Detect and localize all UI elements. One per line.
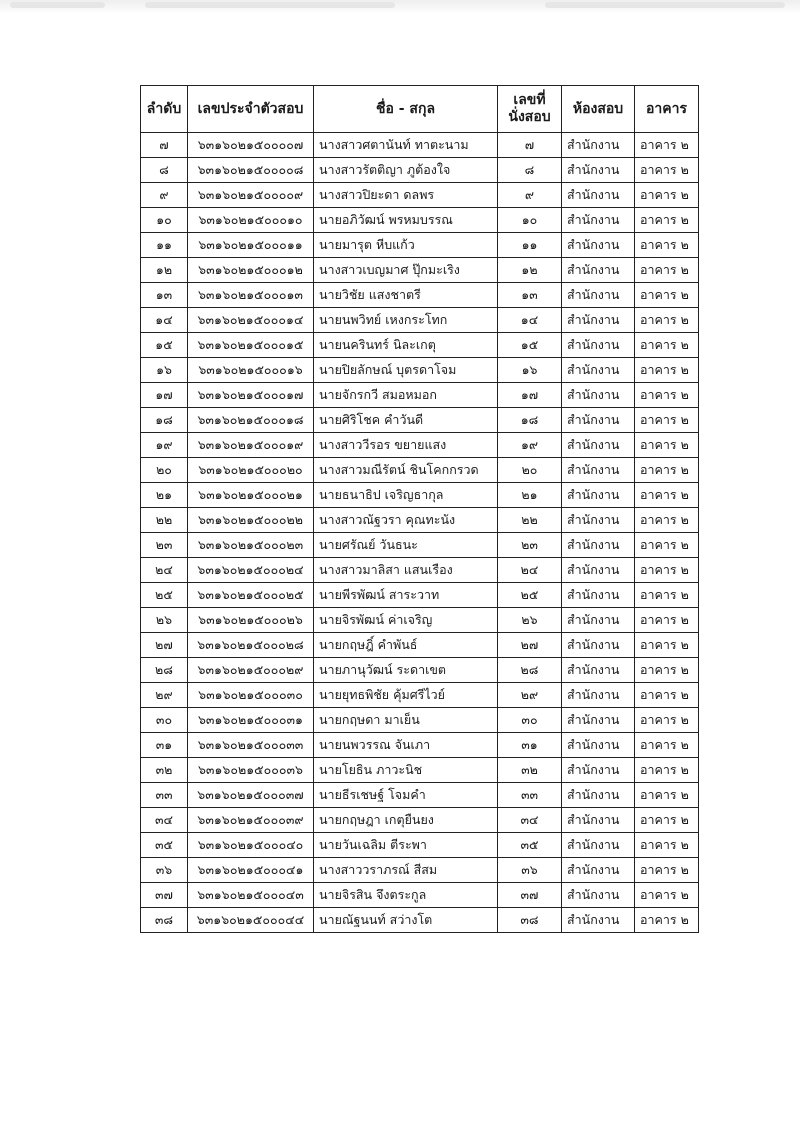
cell-seat: ๓๗ bbox=[498, 883, 562, 908]
cell-exam-id: ๖๓๑๖๐๒๑๕๐๐๐๑๓ bbox=[188, 283, 314, 308]
cell-index: ๓๐ bbox=[141, 708, 188, 733]
cell-seat: ๑๙ bbox=[498, 433, 562, 458]
cell-exam-id: ๖๓๑๖๐๒๑๕๐๐๐๑๗ bbox=[188, 383, 314, 408]
cell-building: อาคาร ๒ bbox=[635, 808, 699, 833]
cell-exam-id: ๖๓๑๖๐๒๑๕๐๐๐๔๓ bbox=[188, 883, 314, 908]
cell-exam-id: ๖๓๑๖๐๒๑๕๐๐๐๔๑ bbox=[188, 858, 314, 883]
cell-exam-id: ๖๓๑๖๐๒๑๕๐๐๐๓๑ bbox=[188, 708, 314, 733]
cell-index: ๓๒ bbox=[141, 758, 188, 783]
cell-building: อาคาร ๒ bbox=[635, 508, 699, 533]
cell-room: สำนักงาน bbox=[562, 633, 635, 658]
table-row bbox=[141, 583, 699, 608]
cell-name: นายกฤษฎา เกตุยืนยง bbox=[314, 808, 498, 833]
cell-room: สำนักงาน bbox=[562, 808, 635, 833]
cell-seat: ๑๕ bbox=[498, 333, 562, 358]
table-row bbox=[141, 283, 699, 308]
cell-seat: ๘ bbox=[498, 158, 562, 183]
cell-exam-id: ๖๓๑๖๐๒๑๕๐๐๐๒๓ bbox=[188, 533, 314, 558]
cell-name: นางสาวปิยะดา ดลพร bbox=[314, 183, 498, 208]
cell-seat: ๓๒ bbox=[498, 758, 562, 783]
cell-exam-id: ๖๓๑๖๐๒๑๕๐๐๐๓๗ bbox=[188, 783, 314, 808]
cell-exam-id: ๖๓๑๖๐๒๑๕๐๐๐๔๔ bbox=[188, 908, 314, 933]
header-exam-id: เลขประจำตัวสอบ bbox=[188, 86, 314, 133]
header-seat-line1: เลขที่ bbox=[513, 92, 546, 108]
cell-building: อาคาร ๒ bbox=[635, 683, 699, 708]
table-row bbox=[141, 208, 699, 233]
cell-building: อาคาร ๒ bbox=[635, 433, 699, 458]
header-seat-line2: นั่งสอบ bbox=[508, 109, 551, 125]
cell-index: ๑๗ bbox=[141, 383, 188, 408]
cell-exam-id: ๖๓๑๖๐๒๑๕๐๐๐๐๗ bbox=[188, 133, 314, 158]
cell-building: อาคาร ๒ bbox=[635, 333, 699, 358]
cell-building: อาคาร ๒ bbox=[635, 483, 699, 508]
cell-exam-id: ๖๓๑๖๐๒๑๕๐๐๐๐๙ bbox=[188, 183, 314, 208]
cell-room: สำนักงาน bbox=[562, 908, 635, 933]
header-index: ลำดับ bbox=[141, 86, 188, 133]
table-row bbox=[141, 433, 699, 458]
cell-seat: ๑๒ bbox=[498, 258, 562, 283]
table-row bbox=[141, 783, 699, 808]
table-row bbox=[141, 258, 699, 283]
table-row bbox=[141, 183, 699, 208]
cell-room: สำนักงาน bbox=[562, 183, 635, 208]
cell-seat: ๓๕ bbox=[498, 833, 562, 858]
cell-room: สำนักงาน bbox=[562, 383, 635, 408]
cell-name: นายอภิวัฒน์ พรหมบรรณ bbox=[314, 208, 498, 233]
cell-index: ๓๖ bbox=[141, 858, 188, 883]
table-row bbox=[141, 833, 699, 858]
cell-room: สำนักงาน bbox=[562, 558, 635, 583]
cell-seat: ๒๗ bbox=[498, 633, 562, 658]
cell-name: นายกฤษดา มาเย็น bbox=[314, 708, 498, 733]
header-building: อาคาร bbox=[635, 86, 699, 133]
cell-building: อาคาร ๒ bbox=[635, 733, 699, 758]
cell-room: สำนักงาน bbox=[562, 683, 635, 708]
cell-exam-id: ๖๓๑๖๐๒๑๕๐๐๐๒๕ bbox=[188, 583, 314, 608]
table-row bbox=[141, 133, 699, 158]
cell-index: ๒๗ bbox=[141, 633, 188, 658]
cell-name: นางสาวศตานันท์ ทาตะนาม bbox=[314, 133, 498, 158]
cell-room: สำนักงาน bbox=[562, 733, 635, 758]
cell-index: ๒๖ bbox=[141, 608, 188, 633]
table-row bbox=[141, 558, 699, 583]
cell-index: ๒๙ bbox=[141, 683, 188, 708]
table-row bbox=[141, 858, 699, 883]
table-row bbox=[141, 633, 699, 658]
cell-room: สำนักงาน bbox=[562, 458, 635, 483]
cell-index: ๙ bbox=[141, 183, 188, 208]
cell-room: สำนักงาน bbox=[562, 583, 635, 608]
cell-name: นายโยธิน ภาวะนิช bbox=[314, 758, 498, 783]
table-header-row bbox=[141, 86, 699, 133]
table-row bbox=[141, 483, 699, 508]
cell-exam-id: ๖๓๑๖๐๒๑๕๐๐๐๑๕ bbox=[188, 333, 314, 358]
cell-exam-id: ๖๓๑๖๐๒๑๕๐๐๐๑๖ bbox=[188, 358, 314, 383]
cell-name: นายจักรกวี สมอหมอก bbox=[314, 383, 498, 408]
cell-room: สำนักงาน bbox=[562, 258, 635, 283]
cell-seat: ๑๐ bbox=[498, 208, 562, 233]
cell-seat: ๒๘ bbox=[498, 658, 562, 683]
cell-index: ๑๘ bbox=[141, 408, 188, 433]
cell-index: ๓๔ bbox=[141, 808, 188, 833]
cell-room: สำนักงาน bbox=[562, 758, 635, 783]
cell-index: ๑๕ bbox=[141, 333, 188, 358]
cell-room: สำนักงาน bbox=[562, 208, 635, 233]
cell-room: สำนักงาน bbox=[562, 858, 635, 883]
cell-seat: ๒๒ bbox=[498, 508, 562, 533]
cell-exam-id: ๖๓๑๖๐๒๑๕๐๐๐๒๑ bbox=[188, 483, 314, 508]
cell-room: สำนักงาน bbox=[562, 158, 635, 183]
table-row bbox=[141, 358, 699, 383]
cell-exam-id: ๖๓๑๖๐๒๑๕๐๐๐๒๖ bbox=[188, 608, 314, 633]
cell-building: อาคาร ๒ bbox=[635, 783, 699, 808]
cell-room: สำนักงาน bbox=[562, 408, 635, 433]
table-row bbox=[141, 533, 699, 558]
cell-seat: ๓๑ bbox=[498, 733, 562, 758]
cell-building: อาคาร ๒ bbox=[635, 158, 699, 183]
cell-seat: ๑๗ bbox=[498, 383, 562, 408]
cell-building: อาคาร ๒ bbox=[635, 308, 699, 333]
cell-exam-id: ๖๓๑๖๐๒๑๕๐๐๐๒๐ bbox=[188, 458, 314, 483]
cell-name: นายนพวิทย์ เหงกระโทก bbox=[314, 308, 498, 333]
cell-seat: ๓๓ bbox=[498, 783, 562, 808]
cell-building: อาคาร ๒ bbox=[635, 283, 699, 308]
table-row bbox=[141, 458, 699, 483]
cell-building: อาคาร ๒ bbox=[635, 633, 699, 658]
cell-exam-id: ๖๓๑๖๐๒๑๕๐๐๐๔๐ bbox=[188, 833, 314, 858]
cell-index: ๑๖ bbox=[141, 358, 188, 383]
cell-name: นายปิยลักษณ์ บุตรดาโจม bbox=[314, 358, 498, 383]
cell-seat: ๓๖ bbox=[498, 858, 562, 883]
cell-index: ๒๔ bbox=[141, 558, 188, 583]
cell-room: สำนักงาน bbox=[562, 508, 635, 533]
cell-exam-id: ๖๓๑๖๐๒๑๕๐๐๐๑๑ bbox=[188, 233, 314, 258]
cell-room: สำนักงาน bbox=[562, 883, 635, 908]
table-row bbox=[141, 708, 699, 733]
cell-index: ๓๗ bbox=[141, 883, 188, 908]
cell-seat: ๒๓ bbox=[498, 533, 562, 558]
cell-building: อาคาร ๒ bbox=[635, 908, 699, 933]
cell-seat: ๑๑ bbox=[498, 233, 562, 258]
cell-name: นายมารุต หีบแก้ว bbox=[314, 233, 498, 258]
cell-index: ๗ bbox=[141, 133, 188, 158]
cell-room: สำนักงาน bbox=[562, 358, 635, 383]
cell-building: อาคาร ๒ bbox=[635, 758, 699, 783]
cell-building: อาคาร ๒ bbox=[635, 608, 699, 633]
header-name: ชื่อ - สกุล bbox=[314, 86, 498, 133]
cell-seat: ๒๐ bbox=[498, 458, 562, 483]
table-row bbox=[141, 333, 699, 358]
cell-exam-id: ๖๓๑๖๐๒๑๕๐๐๐๑๙ bbox=[188, 433, 314, 458]
cell-name: นายณัฐนนท์ สว่างโต bbox=[314, 908, 498, 933]
cell-name: นายวิชัย แสงชาตรี bbox=[314, 283, 498, 308]
cell-building: อาคาร ๒ bbox=[635, 258, 699, 283]
table-row bbox=[141, 158, 699, 183]
cell-room: สำนักงาน bbox=[562, 283, 635, 308]
cell-building: อาคาร ๒ bbox=[635, 183, 699, 208]
cell-room: สำนักงาน bbox=[562, 483, 635, 508]
cell-building: อาคาร ๒ bbox=[635, 833, 699, 858]
cell-name: นายศรัณย์ วันธนะ bbox=[314, 533, 498, 558]
table-row bbox=[141, 233, 699, 258]
cell-index: ๒๓ bbox=[141, 533, 188, 558]
cell-seat: ๙ bbox=[498, 183, 562, 208]
cell-name: นายนพวรรณ จันเภา bbox=[314, 733, 498, 758]
cell-building: อาคาร ๒ bbox=[635, 133, 699, 158]
table-row bbox=[141, 308, 699, 333]
cell-room: สำนักงาน bbox=[562, 833, 635, 858]
cell-building: อาคาร ๒ bbox=[635, 658, 699, 683]
cell-name: นายวันเฉลิม ตีระพา bbox=[314, 833, 498, 858]
cell-room: สำนักงาน bbox=[562, 708, 635, 733]
cell-name: นายกฤษฎิ์ คำพันธ์ bbox=[314, 633, 498, 658]
cell-room: สำนักงาน bbox=[562, 233, 635, 258]
cell-index: ๑๒ bbox=[141, 258, 188, 283]
cell-index: ๒๘ bbox=[141, 658, 188, 683]
cell-index: ๓๓ bbox=[141, 783, 188, 808]
table-row bbox=[141, 733, 699, 758]
cell-seat: ๑๘ bbox=[498, 408, 562, 433]
table-row bbox=[141, 383, 699, 408]
cell-exam-id: ๖๓๑๖๐๒๑๕๐๐๐๑๒ bbox=[188, 258, 314, 283]
cell-name: นายธีรเชษฐ์ โจมคำ bbox=[314, 783, 498, 808]
cell-exam-id: ๖๓๑๖๐๒๑๕๐๐๐๐๘ bbox=[188, 158, 314, 183]
table-row bbox=[141, 883, 699, 908]
cell-name: นางสาวมณีรัตน์ ชินโคกกรวด bbox=[314, 458, 498, 483]
scan-edge-shade bbox=[0, 0, 800, 14]
cell-index: ๓๑ bbox=[141, 733, 188, 758]
cell-building: อาคาร ๒ bbox=[635, 533, 699, 558]
table-row bbox=[141, 758, 699, 783]
cell-building: อาคาร ๒ bbox=[635, 883, 699, 908]
cell-building: อาคาร ๒ bbox=[635, 558, 699, 583]
cell-name: นางสาวเบญมาศ ปุ๊กมะเริง bbox=[314, 258, 498, 283]
table-row bbox=[141, 508, 699, 533]
cell-name: นางสาววราภรณ์ สีสม bbox=[314, 858, 498, 883]
cell-seat: ๒๑ bbox=[498, 483, 562, 508]
exam-seating-table bbox=[140, 85, 699, 933]
cell-exam-id: ๖๓๑๖๐๒๑๕๐๐๐๒๘ bbox=[188, 633, 314, 658]
header-room: ห้องสอบ bbox=[562, 86, 635, 133]
cell-index: ๑๑ bbox=[141, 233, 188, 258]
cell-room: สำนักงาน bbox=[562, 333, 635, 358]
cell-index: ๑๔ bbox=[141, 308, 188, 333]
cell-building: อาคาร ๒ bbox=[635, 233, 699, 258]
cell-index: ๓๕ bbox=[141, 833, 188, 858]
table-body bbox=[141, 133, 699, 933]
cell-index: ๒๕ bbox=[141, 583, 188, 608]
cell-seat: ๒๕ bbox=[498, 583, 562, 608]
table-row bbox=[141, 608, 699, 633]
cell-exam-id: ๖๓๑๖๐๒๑๕๐๐๐๒๔ bbox=[188, 558, 314, 583]
cell-seat: ๒๙ bbox=[498, 683, 562, 708]
cell-exam-id: ๖๓๑๖๐๒๑๕๐๐๐๓๐ bbox=[188, 683, 314, 708]
cell-name: นางสาววีรอร ขยายแสง bbox=[314, 433, 498, 458]
cell-name: นายยุทธพิชัย คุ้มศรีไวย์ bbox=[314, 683, 498, 708]
cell-room: สำนักงาน bbox=[562, 608, 635, 633]
table-row bbox=[141, 683, 699, 708]
cell-exam-id: ๖๓๑๖๐๒๑๕๐๐๐๒๒ bbox=[188, 508, 314, 533]
cell-exam-id: ๖๓๑๖๐๒๑๕๐๐๐๑๘ bbox=[188, 408, 314, 433]
cell-seat: ๓๔ bbox=[498, 808, 562, 833]
cell-seat: ๒๔ bbox=[498, 558, 562, 583]
cell-index: ๒๒ bbox=[141, 508, 188, 533]
cell-seat: ๓๐ bbox=[498, 708, 562, 733]
cell-building: อาคาร ๒ bbox=[635, 208, 699, 233]
cell-room: สำนักงาน bbox=[562, 658, 635, 683]
cell-seat: ๑๖ bbox=[498, 358, 562, 383]
cell-index: ๒๐ bbox=[141, 458, 188, 483]
cell-exam-id: ๖๓๑๖๐๒๑๕๐๐๐๓๖ bbox=[188, 758, 314, 783]
cell-room: สำนักงาน bbox=[562, 783, 635, 808]
header-seat bbox=[498, 86, 562, 133]
cell-room: สำนักงาน bbox=[562, 308, 635, 333]
cell-name: นายนครินทร์ นิละเกตุ bbox=[314, 333, 498, 358]
cell-building: อาคาร ๒ bbox=[635, 858, 699, 883]
cell-name: นางสาวณัฐวรา คุณทะนัง bbox=[314, 508, 498, 533]
table-row bbox=[141, 808, 699, 833]
cell-index: ๑๙ bbox=[141, 433, 188, 458]
table-row bbox=[141, 658, 699, 683]
cell-building: อาคาร ๒ bbox=[635, 583, 699, 608]
cell-room: สำนักงาน bbox=[562, 133, 635, 158]
cell-room: สำนักงาน bbox=[562, 533, 635, 558]
cell-name: นายภานุวัฒน์ ระดาเขต bbox=[314, 658, 498, 683]
cell-name: นายพีรพัฒน์ สาระวาท bbox=[314, 583, 498, 608]
cell-seat: ๒๖ bbox=[498, 608, 562, 633]
cell-seat: ๗ bbox=[498, 133, 562, 158]
cell-name: นายจิรพัฒน์ ค่าเจริญ bbox=[314, 608, 498, 633]
cell-name: นายธนาธิป เจริญธากุล bbox=[314, 483, 498, 508]
table-row bbox=[141, 908, 699, 933]
cell-building: อาคาร ๒ bbox=[635, 383, 699, 408]
cell-exam-id: ๖๓๑๖๐๒๑๕๐๐๐๓๙ bbox=[188, 808, 314, 833]
cell-building: อาคาร ๒ bbox=[635, 708, 699, 733]
cell-building: อาคาร ๒ bbox=[635, 408, 699, 433]
cell-seat: ๑๓ bbox=[498, 283, 562, 308]
cell-seat: ๑๔ bbox=[498, 308, 562, 333]
cell-index: ๑๓ bbox=[141, 283, 188, 308]
cell-exam-id: ๖๓๑๖๐๒๑๕๐๐๐๓๓ bbox=[188, 733, 314, 758]
cell-index: ๘ bbox=[141, 158, 188, 183]
cell-exam-id: ๖๓๑๖๐๒๑๕๐๐๐๑๔ bbox=[188, 308, 314, 333]
table-row bbox=[141, 408, 699, 433]
cell-index: ๒๑ bbox=[141, 483, 188, 508]
cell-index: ๑๐ bbox=[141, 208, 188, 233]
cell-name: นายจิรสิน จึงตระกูล bbox=[314, 883, 498, 908]
cell-index: ๓๘ bbox=[141, 908, 188, 933]
cell-building: อาคาร ๒ bbox=[635, 358, 699, 383]
cell-name: นายศิริโชค คำวันดี bbox=[314, 408, 498, 433]
cell-name: นางสาวมาลิสา แสนเรือง bbox=[314, 558, 498, 583]
cell-room: สำนักงาน bbox=[562, 433, 635, 458]
cell-building: อาคาร ๒ bbox=[635, 458, 699, 483]
cell-exam-id: ๖๓๑๖๐๒๑๕๐๐๐๒๙ bbox=[188, 658, 314, 683]
cell-seat: ๓๘ bbox=[498, 908, 562, 933]
cell-exam-id: ๖๓๑๖๐๒๑๕๐๐๐๑๐ bbox=[188, 208, 314, 233]
cell-name: นางสาวรัตติญา ภูต้องใจ bbox=[314, 158, 498, 183]
